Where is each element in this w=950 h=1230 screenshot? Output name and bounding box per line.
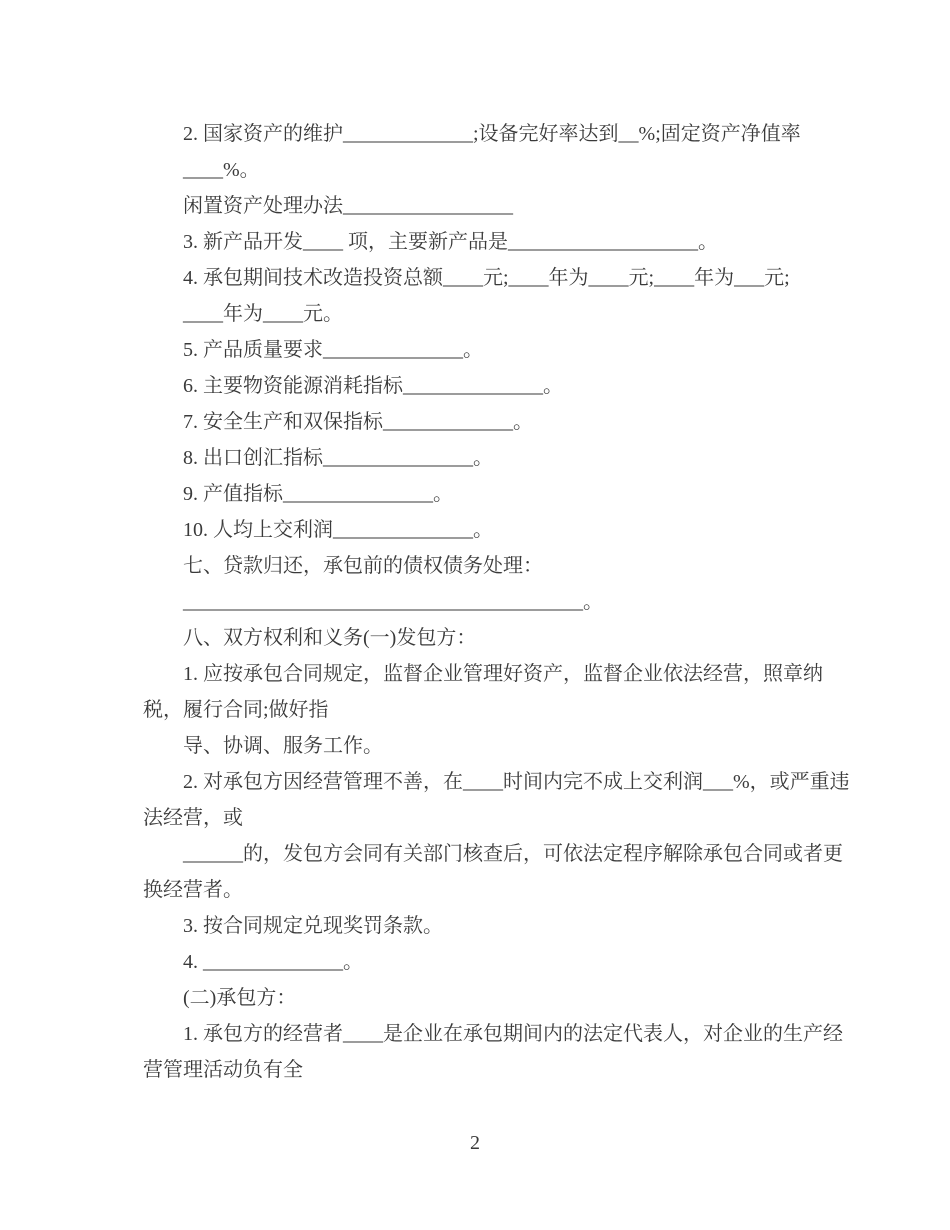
document-line: 3. 新产品开发____ 项，主要新产品是___________________。 bbox=[183, 231, 718, 253]
document-line: 法经营，或 bbox=[143, 807, 243, 829]
document-line: 换经营者。 bbox=[143, 879, 243, 901]
document-line: ____%。 bbox=[183, 159, 260, 181]
document-line: 2. 对承包方因经营管理不善，在____时间内完不成上交利润___%，或严重违 bbox=[183, 771, 850, 793]
document-line: (二)承包方： bbox=[183, 987, 297, 1009]
document-line: 1. 应按承包合同规定，监督企业管理好资产，监督企业依法经营，照章纳 bbox=[183, 663, 823, 685]
document-line: 2. 国家资产的维护_____________;设备完好率达到__%;固定资产净值率 bbox=[183, 123, 801, 145]
document-line: ____年为____元。 bbox=[183, 303, 343, 325]
document-line: 3. 按合同规定兑现奖罚条款。 bbox=[183, 915, 443, 937]
document-line: 8. 出口创汇指标_______________。 bbox=[183, 447, 493, 469]
document-line: 5. 产品质量要求______________。 bbox=[183, 339, 483, 361]
document-line: ______的，发包方会同有关部门核查后，可依法定程序解除承包合同或者更 bbox=[183, 843, 843, 865]
document-line: 七、贷款归还，承包前的债权债务处理： bbox=[183, 555, 543, 577]
document-line: 税，履行合同;做好指 bbox=[143, 699, 329, 721]
document-line: 10. 人均上交利润______________。 bbox=[183, 519, 493, 541]
document-line: 4. 承包期间技术改造投资总额____元;____年为____元;____年为___元; bbox=[183, 267, 790, 289]
document-line: 4. ______________。 bbox=[183, 951, 363, 973]
document-line: 1. 承包方的经营者____是企业在承包期间内的法定代表人，对企业的生产经 bbox=[183, 1023, 843, 1045]
document-body bbox=[143, 116, 903, 1088]
document-line: 7. 安全生产和双保指标_____________。 bbox=[183, 411, 533, 433]
document-line: 6. 主要物资能源消耗指标______________。 bbox=[183, 375, 563, 397]
page-number: 2 bbox=[470, 1132, 480, 1154]
document-line: ________________________________________。 bbox=[183, 591, 603, 613]
document-line: 导、协调、服务工作。 bbox=[183, 735, 383, 757]
document-line: 闲置资产处理办法_________________ bbox=[183, 195, 513, 217]
document-line: 八、双方权利和义务(一)发包方： bbox=[183, 627, 477, 649]
document-line: 9. 产值指标_______________。 bbox=[183, 483, 453, 505]
document-line: 营管理活动负有全 bbox=[143, 1059, 303, 1081]
